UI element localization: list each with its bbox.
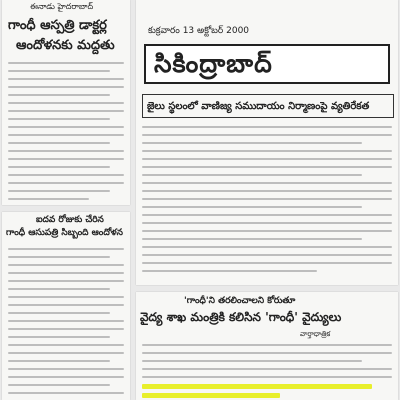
- headline: వైద్య శాఖ మంత్రికి కలిసిన 'గాంధీ' వైద్యులు: [140, 310, 342, 324]
- highlighted-text: [142, 393, 280, 398]
- article-body: [142, 344, 392, 400]
- masthead-box: [144, 44, 390, 84]
- left-bottom-clipping: [2, 212, 130, 400]
- kicker: 'గాంధీ'ని తరలించాలని కోరుతూ: [184, 296, 296, 306]
- byline: వార్తాధాత్రిక: [300, 330, 331, 338]
- headline-box: [142, 94, 394, 118]
- headline-line-2: గాంధీ ఆసుపత్రి సిబ్బంది ఆందోళన: [6, 228, 123, 238]
- date-line: కుక్రవారం 13 అక్టోబర్ 2000: [148, 26, 250, 36]
- headline-line-1: ఐదవ రోజుకు చేరిన: [36, 215, 104, 225]
- article-body: [8, 62, 124, 205]
- article-body: [142, 126, 392, 278]
- article-body: [8, 248, 124, 400]
- headline-line-1: గాంధీ ఆస్పత్రి డాక్టర్ల: [8, 18, 107, 33]
- dateline: ఈనాడు హైదరాబాద్: [30, 2, 94, 11]
- left-top-clipping: [2, 0, 130, 205]
- highlighted-text: [142, 384, 372, 389]
- headline: జైలు స్థలంలో వాణిజ్య సముదాయం నిర్మాణంపై వ్యతిరేకత: [147, 101, 370, 112]
- headline-line-2: ఆందోళనకు మద్దతు: [16, 38, 115, 53]
- masthead: సికింద్రాబాద్: [154, 49, 273, 78]
- right-bottom-clipping: [136, 292, 398, 400]
- right-main-clipping: [136, 0, 398, 285]
